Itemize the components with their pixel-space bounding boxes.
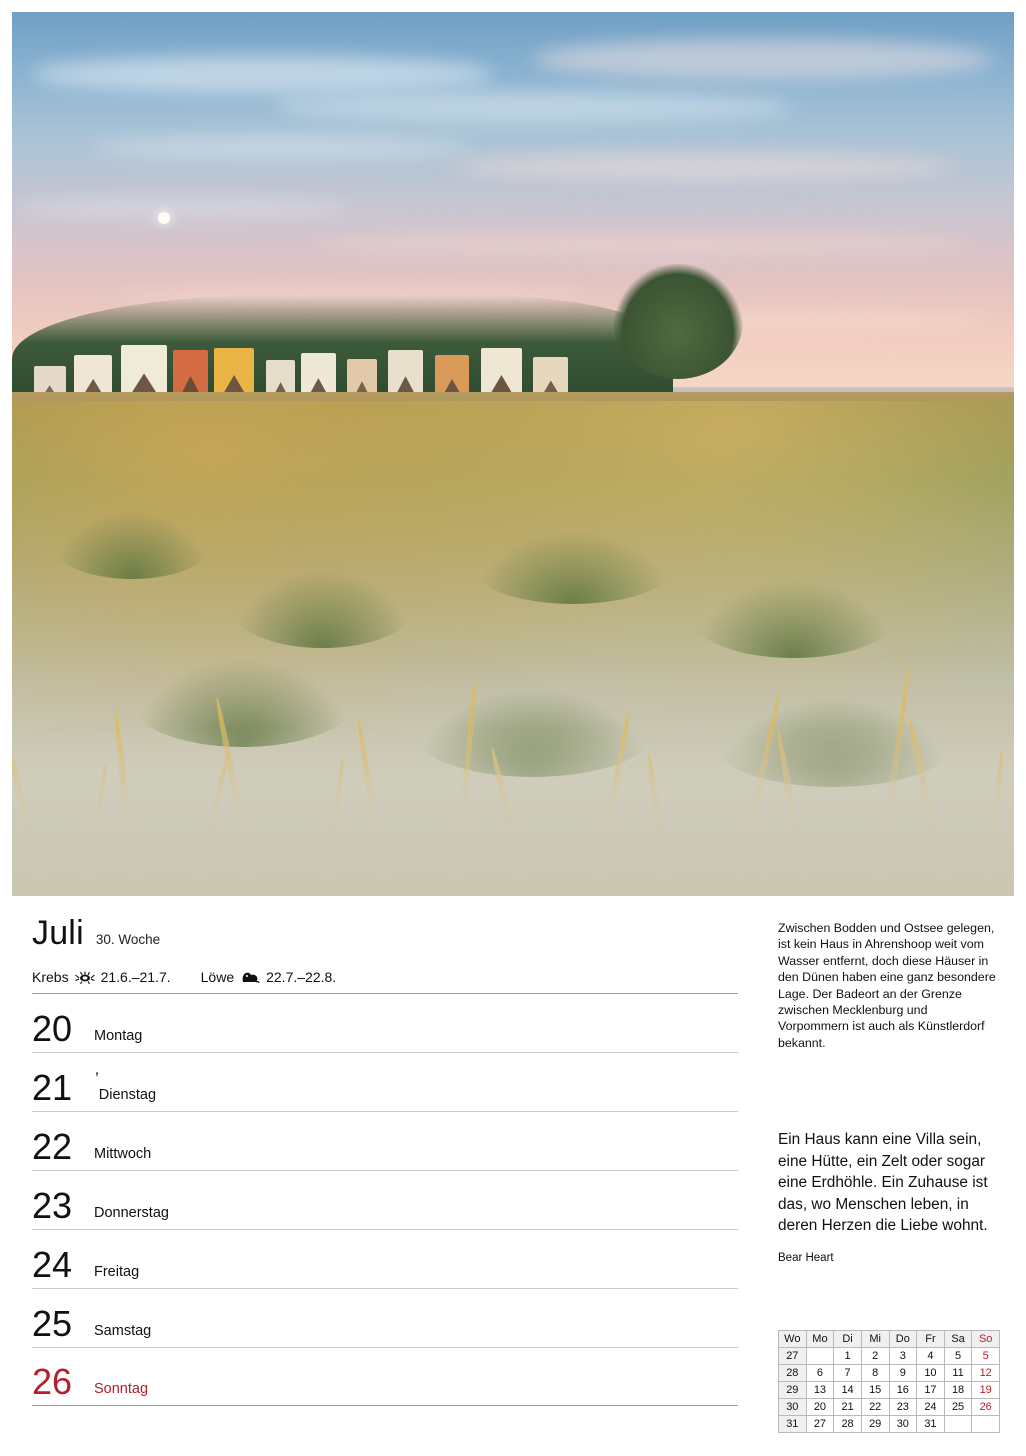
day-name: Samstag (94, 1323, 152, 1339)
cancer-icon (75, 970, 95, 985)
mini-cal-day: 3 (889, 1348, 917, 1365)
mini-cal-row (779, 1348, 1000, 1365)
mini-cal-row (779, 1382, 1000, 1399)
zodiac-name-1: Krebs (32, 969, 69, 985)
mini-cal-day: 8 (861, 1365, 889, 1382)
day-number: 20 (32, 1008, 73, 1049)
day-row-20[interactable] (32, 993, 738, 1052)
calendar-left-column (12, 914, 752, 1444)
day-number: 26 (32, 1361, 73, 1402)
mini-cal-day: 29 (861, 1416, 889, 1433)
day-name: Freitag (94, 1264, 140, 1280)
mini-cal-day: 11 (944, 1365, 972, 1382)
mini-cal-day: 24 (917, 1399, 945, 1416)
mini-cal-day: 13 (806, 1382, 834, 1399)
mini-cal-day (806, 1348, 834, 1365)
cloud (313, 233, 974, 256)
cloud (453, 153, 954, 180)
day-number: 21 (32, 1067, 73, 1108)
mini-cal-day (944, 1416, 972, 1433)
sand (12, 728, 1014, 896)
mini-cal-day: 31 (917, 1416, 945, 1433)
week-number: 30. Woche (95, 932, 161, 947)
mini-cal-header-wo: Wo (779, 1331, 807, 1348)
mini-cal-week: 28 (779, 1365, 807, 1382)
mini-cal-row (779, 1416, 1000, 1433)
month-name: Juli (32, 914, 84, 952)
day-number: 25 (32, 1303, 73, 1344)
mini-cal-week: 31 (779, 1416, 807, 1433)
day-row-24[interactable] (32, 1229, 738, 1288)
mini-cal-day: 14 (834, 1382, 862, 1399)
day-row-23[interactable] (32, 1170, 738, 1229)
mini-cal-header-so: So (972, 1331, 1000, 1348)
mini-cal-day-sunday: 12 (972, 1365, 1000, 1382)
month-header (32, 914, 738, 953)
mini-cal-day-sunday (972, 1416, 1000, 1433)
moon-icon (158, 212, 170, 224)
day-row-26[interactable] (32, 1347, 738, 1406)
zodiac-range-2: 22.7.–22.8. (266, 969, 337, 985)
large-tree (613, 264, 743, 379)
mini-cal-header-fr: Fr (917, 1331, 945, 1348)
day-row-21[interactable] (32, 1052, 738, 1111)
mini-cal-header-row (779, 1331, 1000, 1348)
mini-cal-day: 10 (917, 1365, 945, 1382)
calendar-section (12, 896, 1014, 1444)
mini-cal-header-mo: Mo (806, 1331, 834, 1348)
day-name: Montag (94, 1028, 143, 1044)
mini-cal-day: 23 (889, 1399, 917, 1416)
zodiac-range-1: 21.6.–21.7. (100, 969, 171, 985)
mini-cal-day: 28 (834, 1416, 862, 1433)
mini-cal-day: 15 (861, 1382, 889, 1399)
mini-cal-week: 27 (779, 1348, 807, 1365)
mini-cal-day: 16 (889, 1382, 917, 1399)
mini-cal-row (779, 1399, 1000, 1416)
day-number: 24 (32, 1244, 73, 1285)
mini-cal-header-sa: Sa (944, 1331, 972, 1348)
day-number: 23 (32, 1185, 73, 1226)
mini-cal-day: 4 (917, 1348, 945, 1365)
mini-cal-header-di: Di (834, 1331, 862, 1348)
mini-cal-day: 1 (834, 1348, 862, 1365)
quote-author: Bear Heart (778, 1252, 834, 1265)
mini-cal-day-sunday: 26 (972, 1399, 1000, 1416)
mini-cal-week: 29 (779, 1382, 807, 1399)
mini-cal-day: 2 (861, 1348, 889, 1365)
cloud (12, 198, 353, 217)
mini-cal-day: 20 (806, 1399, 834, 1416)
mini-cal-day: 25 (944, 1399, 972, 1416)
cloud (32, 56, 493, 91)
mini-cal-day: 9 (889, 1365, 917, 1382)
mini-month-calendar (778, 1330, 1000, 1433)
mini-cal-day: 22 (861, 1399, 889, 1416)
mini-cal-day-sunday: 19 (972, 1382, 1000, 1399)
mini-cal-day: 30 (889, 1416, 917, 1433)
mini-cal-day: 18 (944, 1382, 972, 1399)
zodiac-row (32, 969, 738, 993)
day-row-25[interactable] (32, 1288, 738, 1347)
intro-paragraph: Zwischen Bodden und Ostsee gelegen, ist kein Haus in Ahrenshoop weit vom Wasser entfernt, doch diese Häuser in den Dünen haben eine ganz besondere Lage. Der Badeort an der Grenze zwischen Mecklenburg und Vorpommern ist auch als Künstlerdorf bekannt. (778, 921, 996, 1050)
mini-cal-header-do: Do (889, 1331, 917, 1348)
mini-cal-day: 6 (806, 1365, 834, 1382)
mini-cal-row (779, 1365, 1000, 1382)
mini-cal-day: 27 (806, 1416, 834, 1433)
day-name: Sonntag (94, 1381, 149, 1397)
day-name: Donnerstag (94, 1205, 169, 1221)
day-name: Mittwoch (94, 1146, 152, 1162)
mini-cal-day: 17 (917, 1382, 945, 1399)
dune-grass (12, 401, 1014, 896)
cloud (92, 136, 473, 159)
mini-cal-day: 7 (834, 1365, 862, 1382)
mini-cal-day: 5 (944, 1348, 972, 1365)
leo-icon (240, 970, 260, 985)
zodiac-name-2: Löwe (200, 969, 235, 985)
mini-cal-header-mi: Mi (861, 1331, 889, 1348)
header-photo (12, 12, 1014, 896)
day-list (32, 993, 738, 1406)
day-row-22[interactable] (32, 1111, 738, 1170)
calendar-right-column (752, 914, 1014, 1444)
day-name: Dienstag (98, 1087, 157, 1103)
day-number: 22 (32, 1126, 73, 1167)
cloud (273, 92, 794, 122)
mini-cal-day-sunday: 5 (972, 1348, 1000, 1365)
quote-text: Ein Haus kann eine Villa sein, eine Hütte, ein Zelt oder sogar eine Erdhöhle. Ein Zuhause ist das, wo Menschen leben, in deren Herzen die Liebe wohnt. (778, 1131, 988, 1235)
mini-cal-day: 21 (834, 1399, 862, 1416)
cloud (533, 39, 994, 80)
moon-phase-icon: ’ (95, 1069, 99, 1088)
mini-cal-week: 30 (779, 1399, 807, 1416)
